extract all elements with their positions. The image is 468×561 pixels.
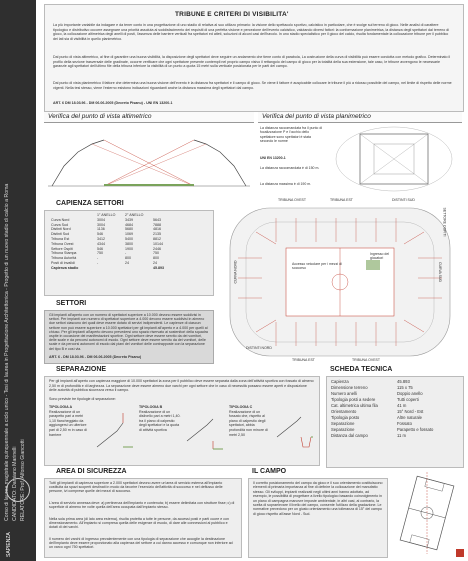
separazione-box [44, 376, 320, 466]
table-row: Orientamento 15° Nord - Est [331, 409, 424, 414]
table-row: Curva Sud 3004 4684 7888 [51, 222, 161, 227]
tipologia-b-title: TIPOLOGIA B [139, 405, 163, 409]
label-distinti-sud-top: DISTINTI SUD [392, 198, 415, 202]
capienza-total-value: 45.893 [153, 265, 164, 270]
settori-reference: ART. 6 - DM 18.03.96 - DM 06.06.2005 (Decreto Pisanu) [49, 355, 142, 359]
capienza-table [49, 213, 179, 271]
intro-section [44, 4, 464, 112]
verifica-planimetrico-title: Verifica del punto di vista planimetrico [262, 113, 371, 120]
table-row: Cat. altimetrica ultima fila 41 m [331, 403, 407, 408]
label-accesso: Accesso veicolare per i mezzi di soccorso [292, 262, 342, 270]
table-row: Tipologia posti a sedere Tutti coperti [331, 397, 419, 402]
intro-paragraph-1: La più importante variabile da indagare e da tener conto in una progettazione di uno stadio di relativa al suo utilizzo primario: la visione dello spettacolo sportivo, calcistico in particolare, che è svolge sul terreno di gioco. Nelle analisi di carattere tipologico e distributivo occorre assegnare una priorità assoluta al soddisfacimento dei requisiti di una perfetta visione e percezione dell'evento calcistico, valutando diversi fattori: la conformazione planimetrica, la distanza degli spettatori dal terreno di gioco, la collocazione altimetrica degli anelli di posti, l'assenza delle barriere verticali fra spettatori ed atleti, soluzioni di alcuni casi dell'havolo. In uno stadio specialistico per il gioco del calcio, risulta fondamentale la collocazione tribune per il pubblico dei lati sia di visibilità in quello planimetrico. [53, 23, 450, 41]
planimetric-diagram [330, 124, 458, 194]
label-settore-ospiti: SETTORE OSPITI [442, 207, 447, 237]
intro-reference: ART. 6 DM 18.03.96 - DM 06.06.2005 (Decreto Pisanu) - UNI EN 13200-1 [53, 101, 173, 105]
scheda-box [326, 376, 464, 468]
tipologia-c-title: TIPOLOGIA C [229, 405, 253, 409]
label-tribuna-est-top: TRIBUNA EST [330, 198, 353, 202]
table-row: Settore Ospiti 546 1900 2446 [51, 246, 161, 251]
planimetric-note-3: La distanza massima è di 190 m. [260, 182, 312, 186]
stadium-plan [216, 198, 462, 364]
label-tribuna-est-bottom: TRIBUNA EST [292, 358, 315, 362]
table-row: Tribuna Stampa 750 - 750 [51, 251, 159, 256]
col-header: 1° ANELLO [97, 213, 116, 217]
sicurezza-box [44, 478, 242, 558]
intro-paragraph-3: Dal punto di vista planimetrico il fattore che determina una buona visione dell'evento è la distanza fra spettatori e il campo di gioco. Se viene il fattore è auspicabile collocare le tribune il più a ridosso possibile del campo, nel limite di rispetto delle norme vigenti. Nella tesi stesso, viene l'esterno esistono indicazioni riguardanti anche la distanza massima degli spettatori dal campo. [53, 81, 452, 90]
sidebar [0, 0, 36, 561]
capienza-box [44, 210, 214, 296]
intro-title: TRIBUNE E CRITERI DI VISIBILITA' [175, 11, 289, 18]
table-row: Tribuna Autorità - 800 800 [51, 256, 159, 261]
table-row: Separazione Parapetto e fossato [331, 427, 434, 432]
table-row: Distinti Nord 1136 5680 4816 [51, 227, 161, 232]
orientation-diagram [392, 470, 462, 556]
separazione-title: SEPARAZIONE [56, 366, 107, 373]
tipologia-c-text: Realizzazione di un fossato che, rispetto al piano di calpestio degli spettatori, abbia profondità non minore di metri 2,50 [229, 409, 268, 437]
thesis-title: Corso di laurea magistrale quinquennale a ciclo unico - Tesi di laurea in Progettazione Architettonica - Progetto di un nuovo stadio di calcio a Roma [4, 183, 10, 521]
scheda-title: SCHEDA TECNICA [330, 366, 393, 373]
tipologia-c-diagram [275, 411, 313, 451]
sidebar-vertical-text [0, 0, 36, 561]
separazione-paragraph-1: Per gli impianti all'aperto con capienza maggiore di 10.000 spettatori la zona per il pubblico deve essere separata dalla zona dell'attività sportiva con fossato di almeno 2,50 m di profondità e di larghezza. La separazione deve essere almeno due varchi per ogni settore che in caso di necessità possano essere aperti e disposizione delle autorità di pubblica sicurezza verso il campo. [49, 379, 314, 393]
table-row: Tipologia posto Altre naturale [331, 415, 422, 420]
sicurezza-paragraph-1: Tutti gli impianti di capienza superiore a 2.000 spettatori devono avere un'area di servizio esterna all'impianto costituita da spazi scoperti destinati in modo da favorire l'esercizio dell'attività di soccorso e nel deflusso delle persone, ivi comprese quelle dei mezzi di soccorso. [49, 481, 223, 494]
tipologia-c [229, 405, 315, 437]
verifica-altimetrico-header [44, 112, 254, 123]
table-row: Posti di invalidi - 24 24 [51, 260, 157, 265]
label-curva-sud: CURVA SUD [438, 261, 443, 283]
label-tribuna-ovest-bottom: TRIBUNA OVEST [352, 358, 381, 362]
table-row: Tribuna Est 3412 5400 8812 [51, 236, 161, 241]
university-logo-icon [6, 478, 30, 502]
altimetric-section-diagram [44, 126, 254, 192]
tipologia-b [139, 405, 225, 433]
university-name: SAPIENZA [6, 532, 12, 557]
candidate: CANDIDATO: Damiano Marinelli [12, 446, 18, 521]
label-curva-nord: CURVA NORD [233, 260, 238, 284]
planimetric-note-2: La distanza raccomandata è di 150 m. [260, 166, 320, 170]
campo-box [248, 478, 388, 558]
sicurezza-paragraph-4: Il numero dei varchi di ingresso prevalentemente con una tipologia di separazione che accoglie la destinazione dell'impianto deve essere proporzionato alla capienza del settore a cui danno accesso e comunque non inferiore ad un varco ogni 750 spettatori. [49, 537, 233, 550]
supervisor: RELATORE: Prof. Alfonso Giancotti [20, 439, 26, 521]
intro-paragraph-2: Dal punto di vista altimetrico, al fine di garantire una buona visibilità, la disposizione degli spettatori deve seguire un andamento che tiene conto di parabola, La costruzione della curva di visibilità può essere condotta con metodo grafico. Determinato il profilo della sezione trasversale delle gradinate, occorre verificare che ogni spettatore presente contempli nel proprio campo visivo il rettangolo del campo di gioco per la totalità della sua estensione, tale caso, le tribune avvengono le necessarie garanzie agli spettatori dell'ultimo file della tribuna inferiore la visibilità di un punto a quota 15 metri sulla verticale posizionata per le parti del campo. [53, 55, 451, 69]
table-row: Distinti Sud 546 1069 2135 [51, 232, 161, 237]
tipologia-a-title: TIPOLOGIA A [49, 405, 73, 409]
settori-box [44, 310, 214, 364]
sicurezza-paragraph-3: Nella sola prima area (di lato area esterna), risulta protetta a tutte le persone, da accessi posti e parti cuore e con dimensionamento. All'impianto si compresa quella delle esigenze di esodo, di dare alle connessioni al pubblico e dotati di dei varchi. [49, 517, 229, 530]
campo-paragraph: Il corretto posizionamento del campo da gioco e il suo orientamento costituiscono elementi di primaria importanza al fine di definire la collocazione del manufatto stesso. Gli sviluppi, impianti realizzati negli ultimi anni hanno adottato, ad esempio, le possibilità di progettare a livello tipologico basando coinvolgimento in un piano di campagna manovre imposte ambientale, in altri casi, al contrario, la scelta di sopraelevare il livello del campo, consente l'utilizzo della gradazione. Le normative prevedono per un giusto orientamento una tolleranza di 15° del campo di gioco rispetto all'asse Nord - Sud. [253, 481, 383, 516]
settori-paragraph: Gli impianti all'aperto con un numero di spettatori superiore a 10.000 devono essere suddivisi in settori. Per impianti con numero di spettatori superiore a 4.000 devono essere suddivisi in almeno due settori ciascuno dei quali deve essere dotato di servizi indipendenti. Le capienze di ciascun settore non può essere superiore a 10.000 spettatori per gli impianti all'aperto e a 4.000 per quelli al chiuso. Per gli impianti all'aperto devono prevedersi uno spazio riservato ai sostenitori della squadra ospite in occasione dei manifestazioni sportive. Ogni settore deve essere servito da dei vomitori, delle scale e da percorsi autonomi di esodo. Ogni settore deve essere servito da dei vomitori, delle scale e da percorsi autonomi di esodo dai piani del vomitori delle contrapposte con la separazione del tipo B e così via. [49, 313, 208, 351]
table-row: Curva Nord 3004 3439 5643 [51, 217, 161, 222]
sicurezza-title: AREA DI SICUREZZA [56, 468, 127, 475]
tipologia-b-text: Realizzazione di un dislivello pari a metri 1,40. tra il piano di calpestio degli spettatori e la quota di attività sportiva [139, 409, 181, 432]
tipologia-a-text: Realizzazione di un parapetto pari a metri 1,10 fiancheggiato da aggiungersi un ulteriore pari di 2,50 m in caso di barriere [49, 409, 87, 437]
scheda-table [329, 379, 435, 439]
table-row: Dimensione terreno 115 x 75 [331, 385, 413, 390]
table-row: Distanza dal campo 11 m [331, 433, 406, 438]
settori-title: SETTORI [56, 300, 87, 307]
table-row-total [49, 266, 179, 271]
planimetric-note-reference: UNI EN 13200-1 [260, 156, 286, 160]
tipologia-a [49, 405, 135, 437]
tipologia-a-diagram [95, 411, 133, 451]
verifica-planimetrico-header [258, 112, 462, 123]
sicurezza-paragraph-2: L'area di servizio annessa deve: a) pertinenza dell'impianto e contenuta; b) essere delimitata con strutture fisse; c) di superficie di almeno tre volte quella dell'area occupata dall'impianto stesso. [49, 501, 235, 510]
verifica-altimetrico-title: Verifica del punto di vista altimetrico [48, 113, 152, 120]
label-tribuna-ovest-top: TRIBUNA OVEST [278, 198, 307, 202]
label-ingresso: Ingresso del giocatori [370, 252, 390, 260]
capienza-total-label: Capienza stadio [51, 265, 79, 270]
label-distinti-nord: DISTINTI NORD [246, 346, 272, 350]
col-header: 2° ANELLO [125, 213, 144, 217]
table-row: Separazione Fossato [331, 421, 412, 426]
table-row: Numero anelli Doppio anello [331, 391, 423, 396]
separazione-paragraph-2: Sono previste tre tipologie di separazione: [49, 397, 116, 401]
campo-title: IL CAMPO [252, 468, 287, 475]
table-row: Tribuna Ovest 4344 3800 10144 [51, 241, 163, 246]
planimetric-note-1: La distanza raccomandata fra il punto di focalizzazione P e l'occhio dello spettatore sono spettatori è stata secondo le norme [260, 126, 323, 144]
tipologia-b-diagram [185, 411, 223, 451]
capienza-title: CAPIENZA SETTORI [56, 200, 124, 207]
table-row: Capienza 45.893 [331, 379, 410, 384]
